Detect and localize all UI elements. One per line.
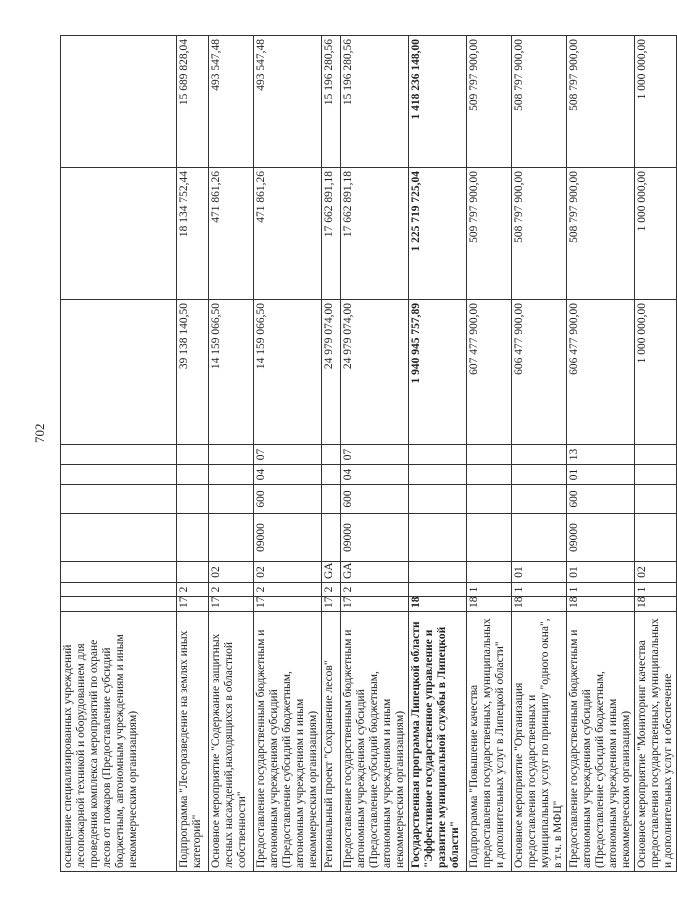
cell-code-section: 04 <box>341 465 409 485</box>
cell-code-subprogram: 1 <box>567 583 635 597</box>
cell-code-event <box>409 562 467 583</box>
cell-code-subprogram: 1 <box>512 583 567 597</box>
cell-name: Предоставление государственным бюджетным и автономным учреждениям субсидий (Предоставление субсидий бюджетным, автономным учреждениям и иным некоммерческим организациям) <box>567 612 635 872</box>
page-number: 702 <box>32 423 47 443</box>
cell-code-subprogram: 2 <box>177 583 209 597</box>
cell-code-event: 02 <box>209 562 254 583</box>
cell-code-subsection: 07 <box>254 445 322 465</box>
cell-code-subprogram: 1 <box>635 583 677 597</box>
table-row <box>409 36 467 872</box>
table-row <box>322 36 341 872</box>
cell-value-2 <box>61 168 177 300</box>
cell-code-subsection <box>322 445 341 465</box>
table-row <box>512 36 567 872</box>
cell-value-3: 493 547,48 <box>254 36 322 168</box>
cell-value-1: 1 000 000,00 <box>635 300 677 445</box>
cell-code-section <box>61 465 177 485</box>
cell-code-section <box>635 465 677 485</box>
cell-code-program: 17 <box>254 597 322 612</box>
cell-value-3: 15 196 280,56 <box>322 36 341 168</box>
cell-value-2: 1 225 719 725,04 <box>409 168 467 300</box>
cell-name: Предоставление государственным бюджетным и автономным учреждениям субсидий (Предоставление субсидий бюджетным, автономным учреждениям и иным некоммерческим организациям) <box>341 612 409 872</box>
cell-value-1: 24 979 074,00 <box>341 300 409 445</box>
cell-code-expense-type <box>467 485 512 514</box>
cell-code-expense-type <box>512 485 567 514</box>
cell-code-event: GA <box>322 562 341 583</box>
cell-value-3: 1 000 000,00 <box>635 36 677 168</box>
cell-code-event <box>467 562 512 583</box>
cell-value-1: 607 477 900,00 <box>467 300 512 445</box>
cell-code-section: 01 <box>567 465 635 485</box>
cell-value-2: 1 000 000,00 <box>635 168 677 300</box>
table-row <box>254 36 322 872</box>
cell-value-3: 1 418 236 148,00 <box>409 36 467 168</box>
cell-value-1: 1 940 945 757,89 <box>409 300 467 445</box>
cell-code-section <box>322 465 341 485</box>
cell-code-expense-type <box>209 485 254 514</box>
cell-code-expense-type <box>322 485 341 514</box>
cell-value-1: 14 159 066,50 <box>254 300 322 445</box>
cell-name: оснащение специализированных учреждений лесопожарной техникой и оборудованием для проведения комплекса мероприятий по охране лесов от пожаров (Предоставление субсидий бюджетным, автономным учреждениям и иным некоммерческим организациям) <box>61 612 177 872</box>
table-row <box>209 36 254 872</box>
table-row <box>567 36 635 872</box>
table-row <box>467 36 512 872</box>
cell-code-direction <box>512 514 567 562</box>
cell-code-subsection <box>209 445 254 465</box>
cell-code-direction <box>61 514 177 562</box>
cell-value-3: 493 547,48 <box>209 36 254 168</box>
cell-name: Подпрограмма "Лесоразведение на землях иных категорий" <box>177 612 209 872</box>
cell-value-3: 15 689 828,04 <box>177 36 209 168</box>
cell-value-3: 15 196 280,56 <box>341 36 409 168</box>
cell-code-direction <box>409 514 467 562</box>
cell-value-2: 471 861,26 <box>209 168 254 300</box>
table-row <box>177 36 209 872</box>
cell-code-subsection <box>409 445 467 465</box>
cell-code-subsection <box>61 445 177 465</box>
cell-code-event <box>61 562 177 583</box>
cell-value-2: 508 797 900,00 <box>512 168 567 300</box>
cell-code-subsection <box>635 445 677 465</box>
cell-code-expense-type: 600 <box>567 485 635 514</box>
cell-code-direction <box>177 514 209 562</box>
cell-code-event: 02 <box>635 562 677 583</box>
cell-code-expense-type <box>61 485 177 514</box>
cell-code-expense-type <box>177 485 209 514</box>
cell-code-subprogram: 2 <box>254 583 322 597</box>
cell-name: Региональный проект "Сохранение лесов" <box>322 612 341 872</box>
cell-value-1: 606 477 900,00 <box>567 300 635 445</box>
cell-code-subprogram: 2 <box>341 583 409 597</box>
cell-name: Государственная программа Липецкой области "Эффективное государственное управление и развитие муниципальной службы в Липецкой области" <box>409 612 467 872</box>
cell-value-2: 471 861,26 <box>254 168 322 300</box>
cell-value-3: 508 797 900,00 <box>512 36 567 168</box>
cell-code-subsection <box>467 445 512 465</box>
cell-code-direction: 09000 <box>567 514 635 562</box>
cell-code-subprogram: 2 <box>209 583 254 597</box>
cell-name: Предоставление государственным бюджетным и автономным учреждениям субсидий (Предоставление субсидий бюджетным, автономным учреждениям и иным некоммерческим организациям) <box>254 612 322 872</box>
cell-code-expense-type <box>635 485 677 514</box>
table-row <box>61 36 177 872</box>
cell-value-1: 39 138 140,50 <box>177 300 209 445</box>
cell-value-3 <box>61 36 177 168</box>
cell-code-subsection <box>512 445 567 465</box>
cell-code-event <box>177 562 209 583</box>
cell-code-section <box>409 465 467 485</box>
cell-code-subprogram <box>61 583 177 597</box>
cell-code-subsection: 13 <box>567 445 635 465</box>
budget-table <box>60 35 677 872</box>
cell-code-program: 17 <box>322 597 341 612</box>
cell-value-1: 606 477 900,00 <box>512 300 567 445</box>
cell-code-program: 17 <box>209 597 254 612</box>
cell-code-expense-type: 600 <box>254 485 322 514</box>
cell-code-subprogram: 2 <box>322 583 341 597</box>
cell-code-section: 04 <box>254 465 322 485</box>
cell-code-event: GA <box>341 562 409 583</box>
rotated-page <box>60 36 677 872</box>
cell-code-section <box>512 465 567 485</box>
cell-code-expense-type <box>409 485 467 514</box>
cell-name: Подпрограмма "Повышение качества предоставления государственных, муниципальных и дополнительных услуг в Липецкой области" <box>467 612 512 872</box>
cell-value-1 <box>61 300 177 445</box>
cell-code-subsection: 07 <box>341 445 409 465</box>
cell-code-program: 18 <box>512 597 567 612</box>
cell-code-program: 18 <box>409 597 467 612</box>
cell-code-program: 18 <box>467 597 512 612</box>
table-row <box>635 36 677 872</box>
table-body <box>61 36 677 872</box>
cell-code-subprogram: 1 <box>467 583 512 597</box>
cell-code-subprogram <box>409 583 467 597</box>
cell-value-2: 509 797 900,00 <box>467 168 512 300</box>
cell-code-direction: 09000 <box>254 514 322 562</box>
cell-code-direction <box>635 514 677 562</box>
cell-code-section <box>467 465 512 485</box>
cell-code-program <box>61 597 177 612</box>
cell-code-program: 18 <box>635 597 677 612</box>
cell-code-event: 02 <box>254 562 322 583</box>
cell-code-expense-type: 600 <box>341 485 409 514</box>
cell-code-section <box>209 465 254 485</box>
cell-code-subsection <box>177 445 209 465</box>
cell-code-section <box>177 465 209 485</box>
cell-code-program: 17 <box>341 597 409 612</box>
cell-code-direction <box>209 514 254 562</box>
cell-value-3: 509 797 900,00 <box>467 36 512 168</box>
cell-code-program: 18 <box>567 597 635 612</box>
cell-value-1: 24 979 074,00 <box>322 300 341 445</box>
cell-value-2: 18 134 752,44 <box>177 168 209 300</box>
table-row <box>341 36 409 872</box>
cell-value-2: 17 662 891,18 <box>322 168 341 300</box>
cell-code-direction: 09000 <box>341 514 409 562</box>
cell-value-2: 17 662 891,18 <box>341 168 409 300</box>
cell-code-direction <box>467 514 512 562</box>
cell-code-direction <box>322 514 341 562</box>
cell-code-event: 01 <box>512 562 567 583</box>
cell-name: Основное мероприятие "Содержание защитных лесных насаждений,находящихся в областной собственности" <box>209 612 254 872</box>
cell-value-3: 508 797 900,00 <box>567 36 635 168</box>
cell-name: Основное мероприятие "Мониторинг качества предоставления государственных, муниципальных и дополнительных услуг и обеспечение <box>635 612 677 872</box>
cell-code-event: 01 <box>567 562 635 583</box>
cell-name: Основное мероприятие "Организация предоставления государственных и муниципальных услуг по принципу "одного окна", в т.ч. в МФЦ" <box>512 612 567 872</box>
cell-code-program: 17 <box>177 597 209 612</box>
cell-value-2: 508 797 900,00 <box>567 168 635 300</box>
cell-value-1: 14 159 066,50 <box>209 300 254 445</box>
